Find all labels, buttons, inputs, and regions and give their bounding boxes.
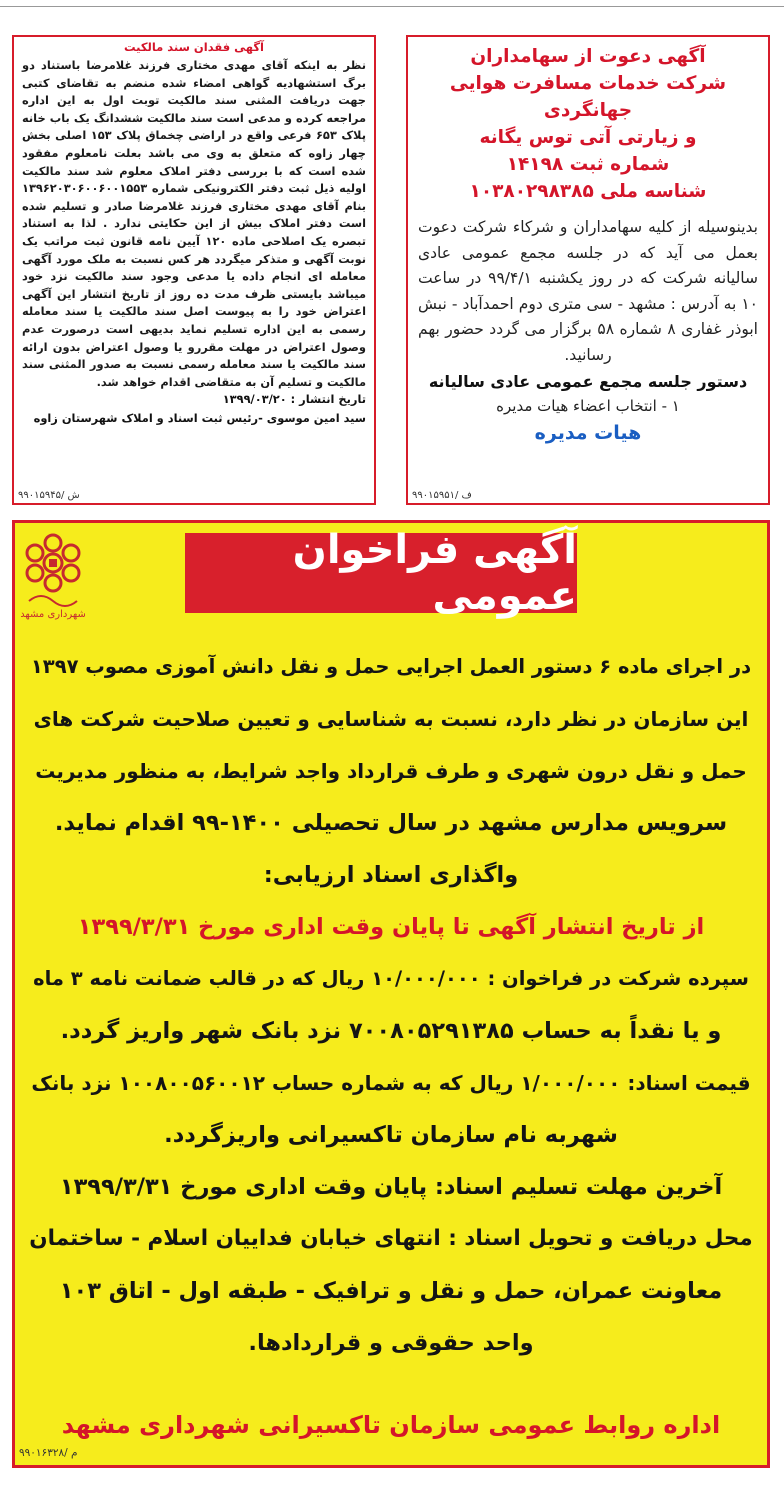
loss-notice-title: آگهی فقدان سند مالکیت xyxy=(123,40,265,54)
public-call-text xyxy=(29,641,753,1369)
call-line: محل دریافت و تحویل اسناد : انتهای خیابان فداییان اسلام - ساختمان xyxy=(29,1226,753,1251)
national-id: شناسه ملی ۱۰۳۸۰۲۹۸۳۸۵ xyxy=(469,181,707,202)
company-name-line1: شرکت خدمات مسافرت هوایی جهانگردی xyxy=(449,73,727,121)
shareholder-invitation-notice xyxy=(406,35,770,505)
publication-date: تاریخ انتشار : ۱۳۹۹/۰۳/۲۰ xyxy=(222,392,366,407)
invitation-code: ۹۹۰۱۵۹۵۱/ ف xyxy=(412,490,472,501)
call-line: قیمت اسناد: ۱/۰۰۰/۰۰۰ ریال که به شماره حساب ۱۰۰۸۰۰۵۶۰۰۱۲ نزد بانک xyxy=(31,1071,751,1095)
mashhad-municipality-logo-icon xyxy=(21,531,85,623)
deed-loss-notice xyxy=(12,35,376,505)
public-call-banner: آگهی فراخوان عمومی xyxy=(185,533,577,613)
board-signature: هیات مدیره xyxy=(534,422,642,444)
agenda-item: ۱ - انتخاب اعضاء هیات مدیره xyxy=(496,397,680,415)
call-line: در اجرای ماده ۶ دستور العمل اجرایی حمل و نقل دانش آموزی مصوب ۱۳۹۷ xyxy=(30,655,752,678)
call-line: معاونت عمران، حمل و نقل و ترافیک - طبقه اول - اتاق ۱۰۳ xyxy=(59,1278,723,1304)
documents-deadline-highlight: از تاریخ انتشار آگهی تا پایان وقت اداری مورخ ۱۳۹۹/۳/۳۱ xyxy=(77,914,705,940)
agenda-title: دستور جلسه مجمع عمومی عادی سالیانه xyxy=(428,372,748,391)
call-line: این سازمان در نظر دارد، نسبت به شناسایی و تعیین صلاحیت شرکت های xyxy=(33,707,749,731)
call-line: شهربه نام سازمان تاکسیرانی واریزگردد. xyxy=(164,1122,618,1148)
call-line: سپرده شرکت در فراخوان : ۱۰/۰۰۰/۰۰۰ ریال که در قالب ضمانت نامه ۳ ماه xyxy=(33,967,749,990)
loss-notice-code: ۹۹۰۱۵۹۴۵/ ش xyxy=(18,490,80,501)
loss-notice-body: نظر به اینکه آقای مهدی مختاری فرزند غلامرضا باستناد دو برگ استشهادیه گواهی امضاء شده منضم به تقاضای کتبی جهت دریافت المثنی سند مالکیت توبت اول به این اداره مراجعه کرده و مدعی است سند مالکیت ششدانگ یک باب خانه پلاک ۶۵۳ فرعی واقع در اراضی چخماق پلاک ۱۵۳ اصلی بخش چهار زاوه که متعلق به وی می باشد بعلت نامعلوم مفقود شده است که با بررسی دفتر املاک معلوم شد سند مالکیت اولیه ذیل ثبت دفتر الکترونیکی شماره ۱۳۹۶۲۰۳۰۶۰۰۶۰۰۱۵۵۳ بنام آقای مهدی مختاری فرزند غلامرضا صادر و تسلیم شده است دفتر املاک بیش از این حکایتی ندارد . لذا به استناد تبصره یک اصلاحی ماده ۱۲۰ آیین نامه قانون ثبت مراتب یک نوبت آگهی و متذکر میگردد هر کس نسبت به ملک مورد آگهی معامله ای انجام داده یا مدعی وجود سند مالکیت نزد خود میباشد بایستی ظرف مدت ده روز از تاریخ انتشار این آگهی اعتراض خود را به پیوست اصل سند مالکیت یا سند معامله رسمی به این اداره تسلیم نماید بدیهی است درصورت عدم وصول اعتراض در مهلت مقررو یا وصول اعتراض بدون ارائه سند مالکیت یا سند معامله رسمی نسبت به صدور المثنی سند مالکیت و تسلیم آن به متقاضی اقدام خواهد شد. xyxy=(22,58,366,389)
registrar-signature: سید امین موسوی -رئیس ثبت اسناد و املاک شهرستان زاوه xyxy=(33,410,366,425)
registration-number: شماره ثبت ۱۴۱۹۸ xyxy=(506,154,670,175)
logo-caption: شهرداری مشهد xyxy=(21,609,85,620)
call-line: سرویس مدارس مشهد در سال تحصیلی ۱۴۰۰-۹۹ اقدام نماید. xyxy=(54,810,728,836)
public-call-code: ۹۹۰۱۶۳۲۸/ م xyxy=(19,1447,78,1459)
company-name-line2: و زیارتی آتی توس یگانه xyxy=(479,127,697,148)
call-line: و یا نقداً به حساب ۷۰۰۸۰۵۲۹۱۳۸۵ نزد بانک شهر واریز گردد. xyxy=(60,1018,722,1044)
call-line: حمل و نقل درون شهری و طرف قرارداد واجد شرایط، به منظور مدیریت xyxy=(35,759,747,783)
page-top-rule xyxy=(0,6,784,7)
documents-heading: واگذاری اسناد ارزیابی: xyxy=(263,862,519,888)
call-line: آخرین مهلت تسلیم اسناد: پایان وقت اداری مورخ ۱۳۹۹/۳/۳۱ xyxy=(59,1174,723,1200)
invitation-title: آگهی دعوت از سهامداران xyxy=(470,46,706,67)
invitation-body: بدینوسیله از کلیه سهامداران و شرکاء شرکت دعوت بعمل می آید که در جلسه مجمع عمومی عادی سالیانه شرکت که در روز یکشنبه ۹۹/۴/۱ در ساعت ۱۰ به آدرس : مشهد - سی متری دوم احمدآباد - نبش ابوذر غفاری ۸ شماره ۵۸ برگزار می گردد حضور بهم رسانید. xyxy=(418,218,759,364)
public-call-notice xyxy=(12,520,770,1468)
public-relations-footer: اداره روابط عمومی سازمان تاکسیرانی شهرداری مشهد xyxy=(61,1411,721,1439)
call-line: واحد حقوقی و قراردادها. xyxy=(248,1330,534,1356)
